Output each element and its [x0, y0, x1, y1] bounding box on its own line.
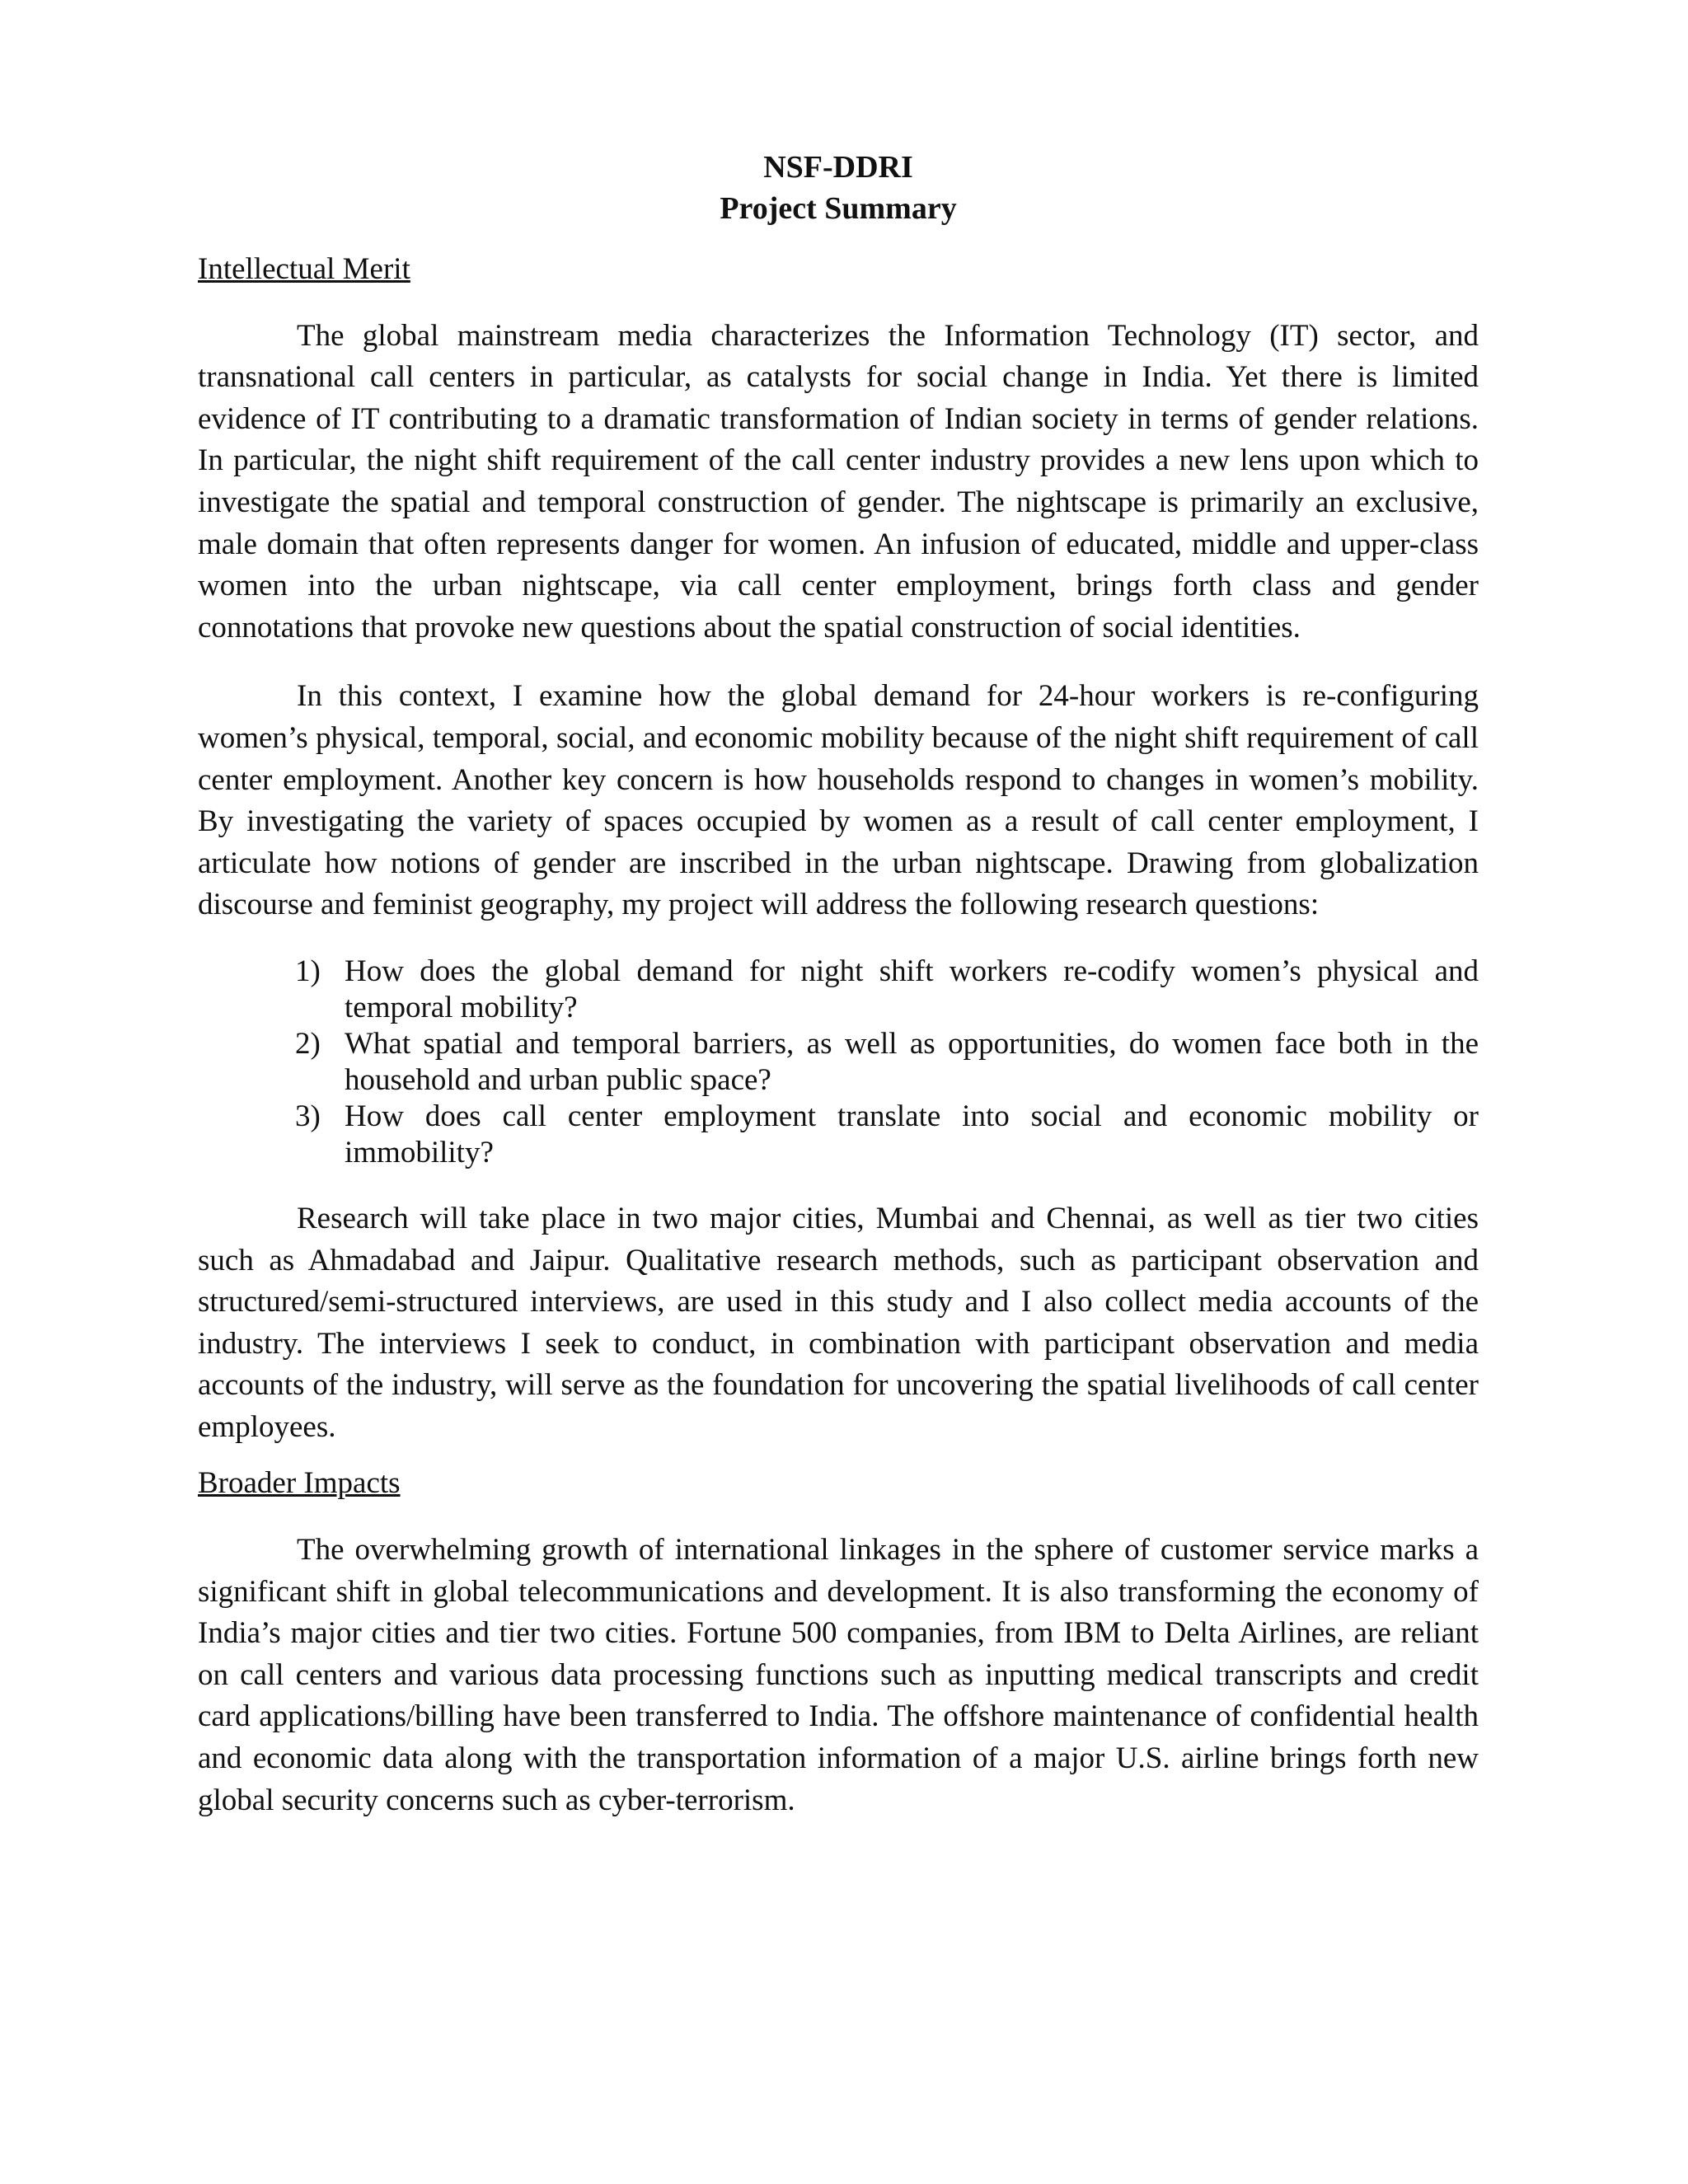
- question-number: 3): [295, 1099, 321, 1133]
- section-heading-intellectual-merit: Intellectual Merit: [198, 252, 410, 286]
- question-text: How does the global demand for night shift workers re-codify women’s physical and temporal mobility?: [345, 954, 1479, 1024]
- question-number: 2): [295, 1026, 321, 1061]
- paragraph-broader-impacts: The overwhelming growth of international linkages in the sphere of customer service marks a significant shift in global telecommunications and development. It is also transforming the economy of India’s major cities and tier two cities. Fortune 500 companies, from IBM to Delta Airlines, are reliant on call centers and various data processing functions such as inputting medical transcripts and credit card applications/billing have been transferred to India. The offshore maintenance of confidential health and economic data along with the transportation information of a major U.S. airline brings forth new global security concerns such as cyber-terrorism.: [198, 1533, 1479, 1817]
- paragraph-merit-1: The global mainstream media characterizes the Information Technology (IT) sector, and transnational call centers in particular, as catalysts for social change in India. Yet there is limited evidence of IT contributing to a dramatic transformation of Indian society in terms of gender relations. In particular, the night shift requirement of the call center industry provides a new lens upon which to investigate the spatial and temporal construction of gender. The nightscape is primarily an exclusive, male domain that often represents danger for women. An infusion of educated, middle and upper-class women into the urban nightscape, via call center employment, brings forth class and gender connotations that provoke new questions about the spatial construction of social identities.: [198, 318, 1479, 644]
- document-title: [198, 147, 1479, 229]
- research-questions-list: [198, 954, 1479, 1171]
- question-text: What spatial and temporal barriers, as well as opportunities, do women face both in the household and urban public space?: [345, 1026, 1479, 1097]
- section-heading-broader-impacts: Broader Impacts: [198, 1466, 401, 1501]
- title-line-summary: Project Summary: [720, 191, 957, 226]
- question-number: 1): [295, 954, 321, 988]
- question-text: How does call center employment translate into social and economic mobility or immobility?: [345, 1099, 1479, 1169]
- document-page: [198, 147, 1479, 1849]
- paragraph-merit-3: Research will take place in two major cities, Mumbai and Chennai, as well as tier two cities such as Ahmadabad and Jaipur. Qualitative research methods, such as participant observation and structured/semi-structured interviews, are used in this study and I also collect media accounts of the industry. The interviews I seek to conduct, in combination with participant observation and media accounts of the industry, will serve as the foundation for uncovering the spatial livelihoods of call center employees.: [198, 1201, 1479, 1444]
- paragraph-merit-2: In this context, I examine how the global demand for 24-hour workers is re-configuring women’s physical, temporal, social, and economic mobility because of the night shift requirement of call center employment. Another key concern is how households respond to changes in women’s mobility. By investigating the variety of spaces occupied by women as a result of call center employment, I articulate how notions of gender are inscribed in the urban nightscape. Drawing from globalization discourse and feminist geography, my project will address the following research questions:: [198, 679, 1479, 922]
- research-question: [198, 1099, 1479, 1171]
- research-question: [198, 954, 1479, 1026]
- title-line-program: NSF-DDRI: [763, 150, 913, 185]
- research-question: [198, 1026, 1479, 1099]
